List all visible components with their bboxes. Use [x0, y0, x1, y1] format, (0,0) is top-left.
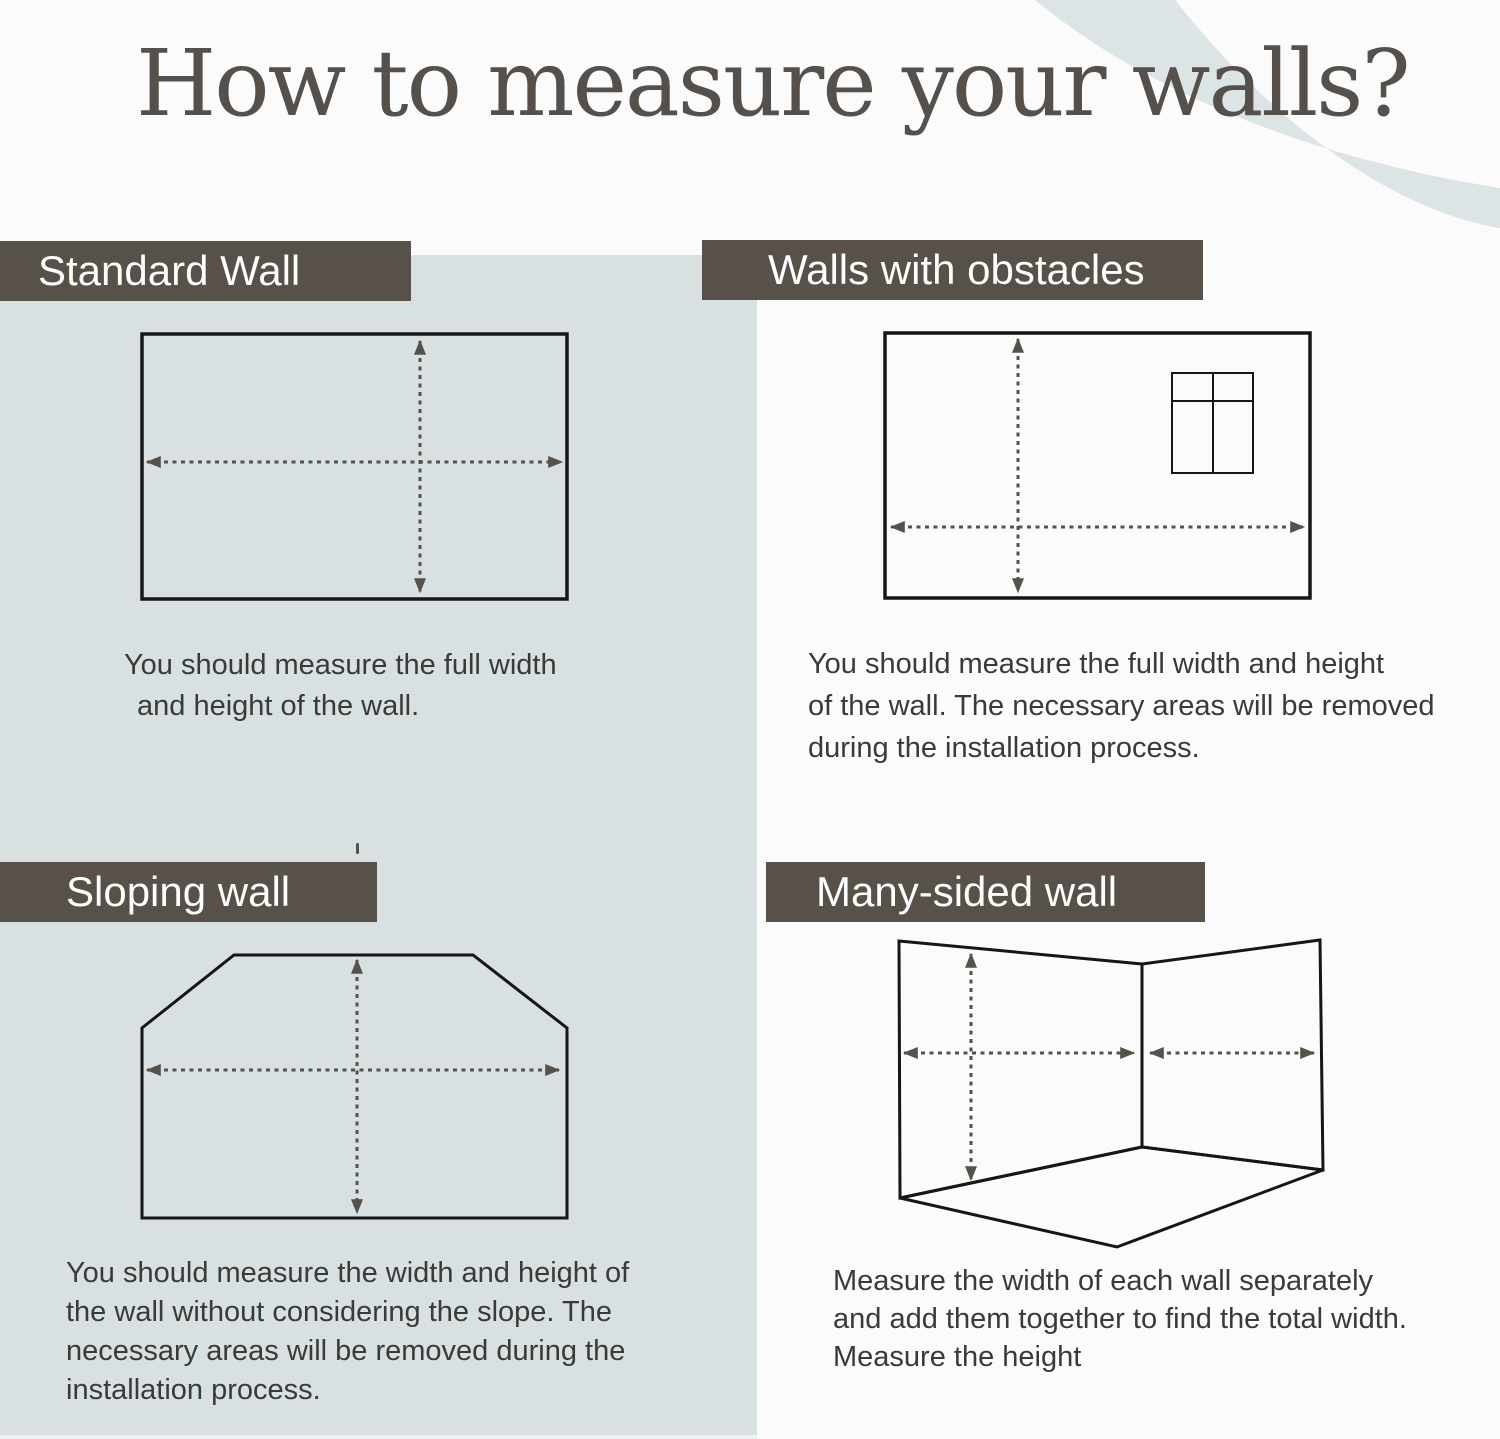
- section-header-walls-with-obstacles: [702, 240, 1203, 300]
- description-sloping-wall: [66, 1254, 629, 1410]
- many-sided-wall-diagram: [880, 930, 1340, 1260]
- window-icon: [1172, 373, 1253, 473]
- description-line: installation process.: [66, 1374, 321, 1406]
- description-line: Measure the width of each wall separately: [833, 1265, 1374, 1297]
- description-line: necessary areas will be removed during the: [66, 1335, 626, 1367]
- section-header-sloping-wall: [0, 862, 377, 922]
- floor-outline: [900, 1147, 1323, 1247]
- description-line: You should measure the full width: [124, 649, 557, 681]
- section-header-standard-wall: [0, 241, 411, 301]
- section-label: Sloping wall: [66, 868, 291, 915]
- right-wall-outline: [1142, 940, 1323, 1170]
- description-line: and height of the wall.: [137, 690, 420, 722]
- section-label: Walls with obstacles: [768, 246, 1145, 293]
- description-line: You should measure the width and height of: [66, 1257, 630, 1289]
- description-walls-with-obstacles: [808, 643, 1435, 769]
- description-line: Measure the height: [833, 1341, 1082, 1373]
- left-wall-outline: [899, 941, 1142, 1198]
- description-line: You should measure the full width and height: [808, 648, 1385, 680]
- stray-mark: [356, 843, 359, 854]
- standard-wall-diagram: [120, 320, 600, 620]
- section-label: Many-sided wall: [816, 868, 1118, 915]
- page-title: How to measure your walls?: [136, 30, 1409, 137]
- bottom-edge-strip: [0, 1435, 757, 1439]
- description-many-sided-wall: [833, 1262, 1407, 1376]
- description-line: the wall without considering the slope. The: [66, 1296, 612, 1328]
- sloping-wall-diagram: [130, 940, 600, 1260]
- wall-outline: [142, 334, 567, 599]
- description-line: and add them together to find the total width.: [833, 1303, 1407, 1335]
- description-standard-wall: [124, 645, 557, 727]
- walls-with-obstacles-diagram: [860, 320, 1340, 620]
- section-label: Standard Wall: [38, 247, 301, 294]
- description-line: during the installation process.: [808, 732, 1200, 764]
- description-line: of the wall. The necessary areas will be removed: [808, 690, 1435, 722]
- section-header-many-sided-wall: [766, 862, 1205, 922]
- wall-outline: [142, 955, 567, 1218]
